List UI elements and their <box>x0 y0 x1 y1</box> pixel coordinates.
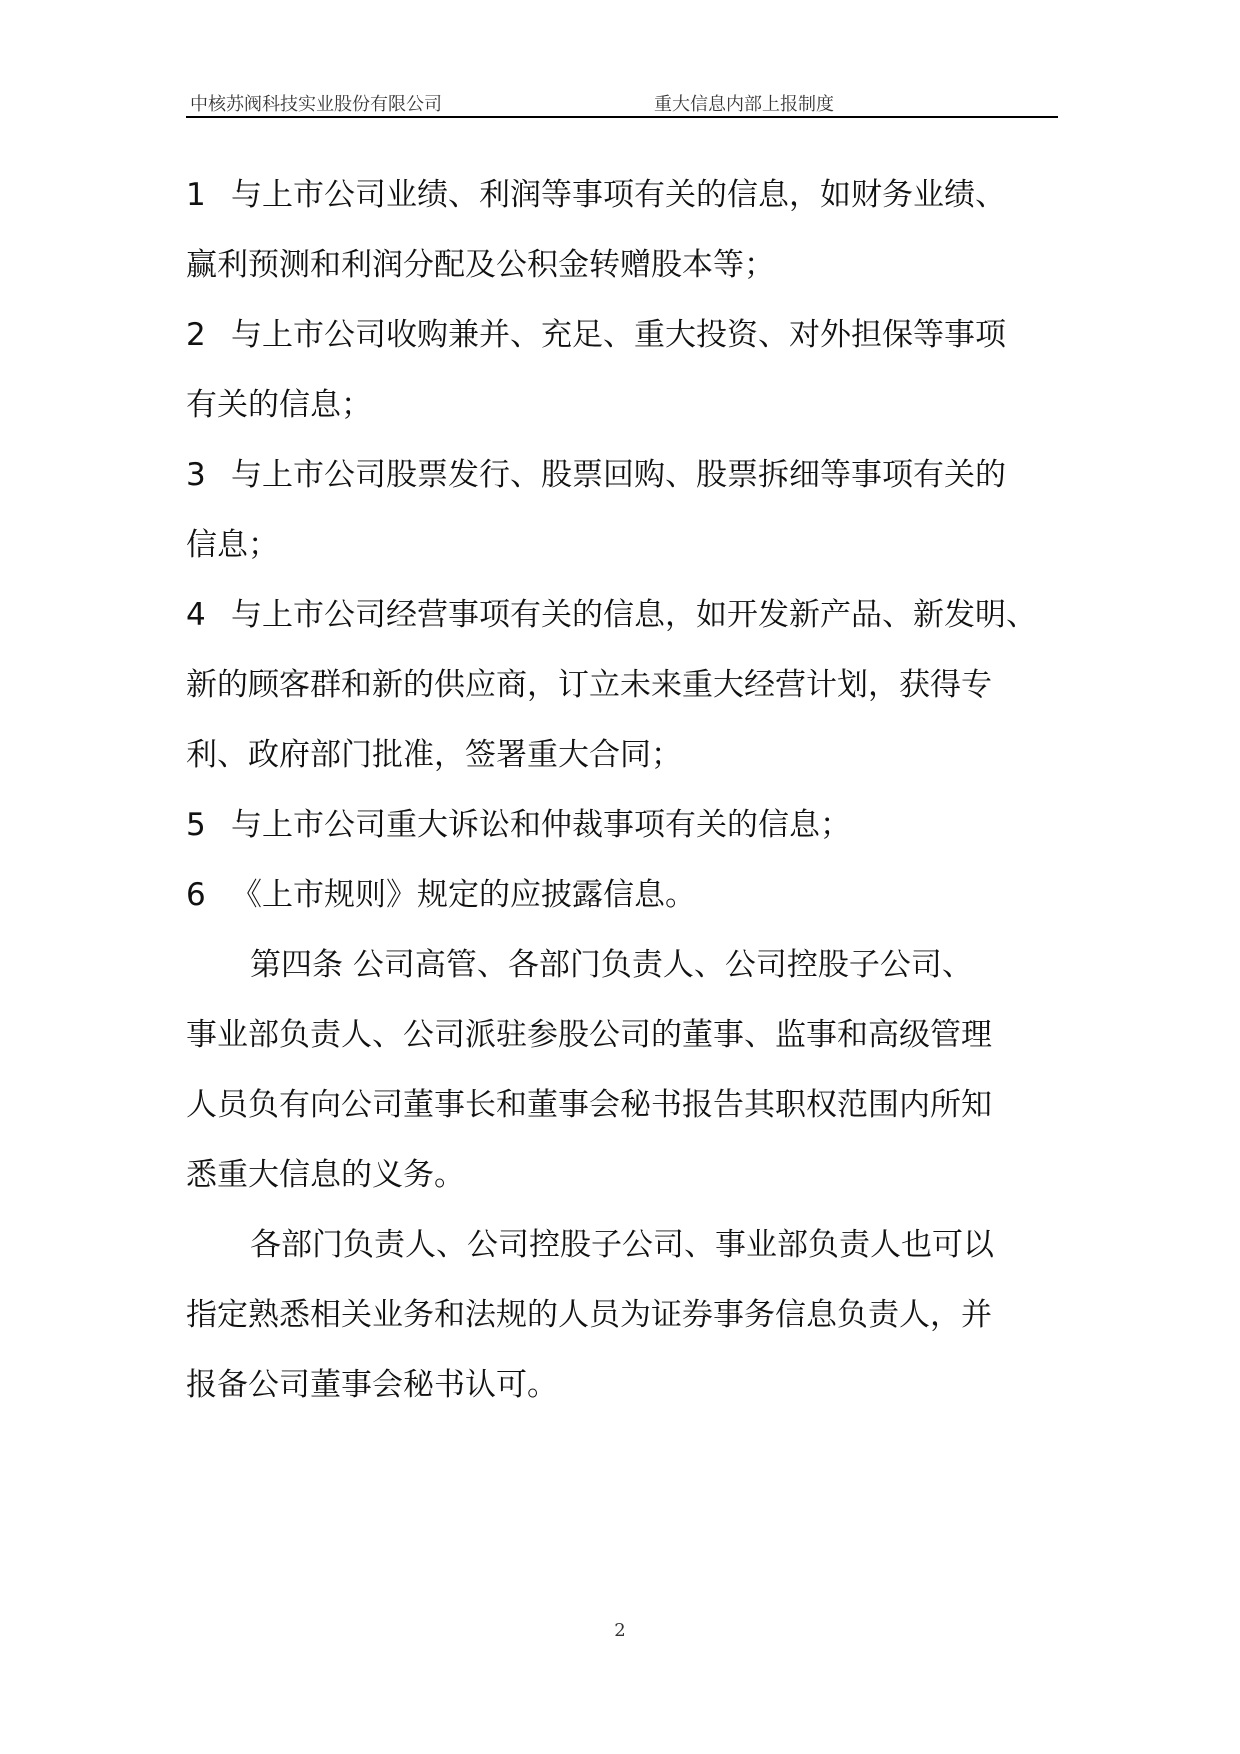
article4-text: 事业部负责人、公司派驻参股公司的董事、监事和高级管理 <box>186 1017 992 1053</box>
item-number: 3 <box>186 457 206 493</box>
article4-line-1 <box>186 930 1106 1000</box>
item-text: 与上市公司重大诉讼和仲裁事项有关的信息； <box>231 807 851 843</box>
article4-line-2 <box>186 1000 1106 1070</box>
item-number: 2 <box>186 317 206 353</box>
paragraph2-text: 报备公司董事会秘书认可。 <box>186 1367 558 1403</box>
article4-line-4 <box>186 1140 1106 1210</box>
list-item-1-line-2 <box>186 230 1106 300</box>
item-number: 4 <box>186 597 206 633</box>
list-item-1-line-1 <box>186 160 1106 230</box>
page-header <box>186 90 1058 118</box>
item-text: 利、政府部门批准，签署重大合同； <box>186 737 682 773</box>
item-text: 《上市规则》规定的应披露信息。 <box>231 877 696 913</box>
item-text: 新的顾客群和新的供应商，订立未来重大经营计划，获得专 <box>186 667 992 703</box>
paragraph2-text: 指定熟悉相关业务和法规的人员为证券事务信息负责人，并 <box>186 1297 992 1333</box>
item-text: 与上市公司业绩、利润等事项有关的信息，如财务业绩、 <box>231 177 1006 213</box>
paragraph2-text: 各部门负责人、公司控股子公司、事业部负责人也可以 <box>250 1227 994 1263</box>
item-number: 5 <box>186 807 206 843</box>
article4-text: 人员负有向公司董事长和董事会秘书报告其职权范围内所知 <box>186 1087 992 1123</box>
item-text: 信息； <box>186 527 279 563</box>
list-item-6-line-1 <box>186 860 1106 930</box>
list-item-4-line-2 <box>186 650 1106 720</box>
paragraph2-line-1 <box>186 1210 1106 1280</box>
article4-line-3 <box>186 1070 1106 1140</box>
list-item-5-line-1 <box>186 790 1106 860</box>
item-text: 有关的信息； <box>186 387 372 423</box>
document-body <box>186 160 1106 1420</box>
item-text: 与上市公司经营事项有关的信息，如开发新产品、新发明、 <box>231 597 1037 633</box>
document-title: 重大信息内部上报制度 <box>654 94 834 115</box>
company-name: 中核苏阀科技实业股份有限公司 <box>190 94 442 115</box>
item-number: 1 <box>186 177 206 213</box>
article4-text: 第四条 公司高管、各部门负责人、公司控股子公司、 <box>250 947 973 983</box>
paragraph2-line-3 <box>186 1350 1106 1420</box>
list-item-4-line-1 <box>186 580 1106 650</box>
list-item-4-line-3 <box>186 720 1106 790</box>
item-text: 与上市公司股票发行、股票回购、股票拆细等事项有关的 <box>231 457 1006 493</box>
paragraph2-line-2 <box>186 1280 1106 1350</box>
item-text: 赢利预测和利润分配及公积金转赠股本等； <box>186 247 775 283</box>
list-item-3-line-2 <box>186 510 1106 580</box>
item-text: 与上市公司收购兼并、充足、重大投资、对外担保等事项 <box>231 317 1006 353</box>
list-item-3-line-1 <box>186 440 1106 510</box>
list-item-2-line-2 <box>186 370 1106 440</box>
list-item-2-line-1 <box>186 300 1106 370</box>
page-number: 2 <box>614 1620 626 1641</box>
item-number: 6 <box>186 877 206 913</box>
article4-text: 悉重大信息的义务。 <box>186 1157 465 1193</box>
